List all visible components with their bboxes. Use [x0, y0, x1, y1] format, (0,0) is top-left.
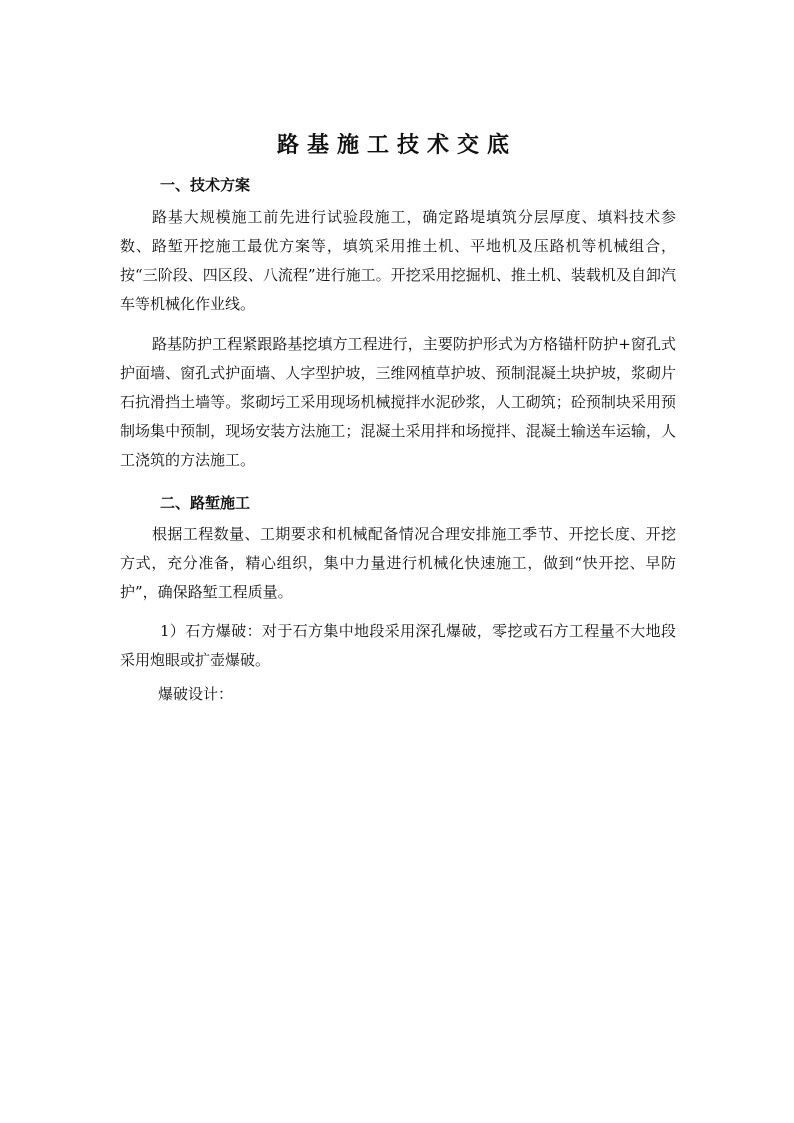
paragraph-rock-blasting: 1）石方爆破：对于石方集中地段采用深孔爆破，零挖或石方工程量不大地段采用炮眼或扩壶爆破。 [120, 622, 676, 669]
paragraph-blasting-design: 爆破设计： [158, 685, 234, 703]
document-title: 路基施工技术交底 [276, 132, 517, 158]
paragraph-cutting-organization: 根据工程数量、工期要求和机械配备情况合理安排施工季节、开挖长度、开挖方式，充分准备，精心组织，集中力量进行机械化快速施工，做到“快开挖、早防护”，确保路堑工程质量。 [120, 525, 676, 601]
paragraph-trial-section: 路基大规模施工前先进行试验段施工，确定路堤填筑分层厚度、填料技术参数、路堑开挖施工最优方案等，填筑采用推土机、平地机及压路机等机械组合，按“三阶段、四区段、八流程”进行施工。开挖采用挖掘机、推土机、装载机及自卸汽车等机械化作业线。 [120, 208, 676, 313]
section-heading-technical-plan: 一、技术方案 [160, 176, 251, 194]
section-heading-cutting-construction: 二、路堑施工 [160, 494, 251, 512]
paragraph-protection-works: 路基防护工程紧跟路基挖填方工程进行，主要防护形式为方格锚杆防护+窗孔式护面墙、窗孔式护面墙、人字型护坡，三维网植草护坡、预制混凝土块护坡，浆砌片石抗滑挡土墙等。浆砌圬工采用现场机械搅拌水泥砂浆，人工砌筑；砼预制块采用预制场集中预制，现场安装方法施工；混凝土采用拌和场搅拌、混凝土输送车运输，人工浇筑的方法施工。 [120, 335, 676, 469]
